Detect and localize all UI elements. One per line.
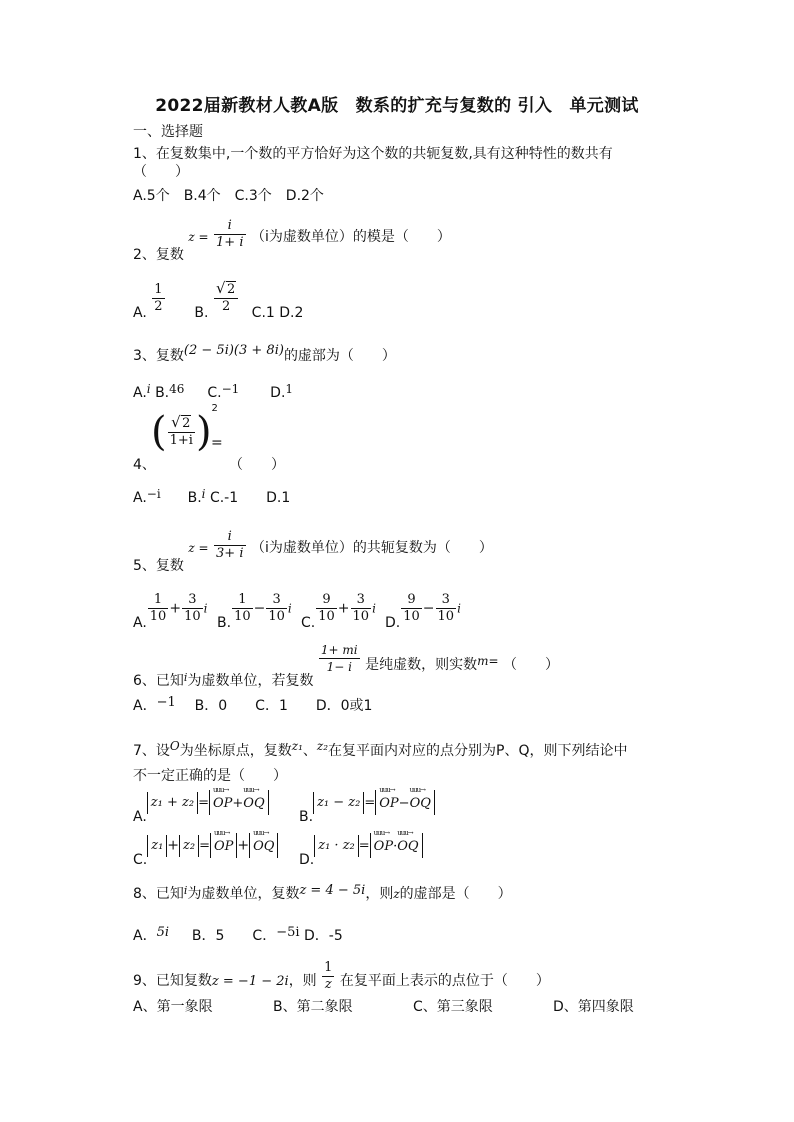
question-2: 2、复数 z = $\frac{i}{1+ i}$ （i为虚数单位）的模是（ ） [133,218,451,263]
option-a-fraction: $\frac{1}{2}$ [154,282,163,314]
question-8: 8、已知$^i$为虚数单位，复数z = 4 − 5i，则z的虚部是（ ） [133,883,512,902]
option-b-fraction: √ 2 2 [214,282,238,315]
fraction: $\frac{1+ mi}{1- i}$ [320,643,358,674]
option-c: C. $\frac{9}{10}$ + $\frac{3}{10}$ i [301,592,376,631]
question-7-line2: 不一定正确的是（ ） [133,768,287,784]
question-1: 1、在复数集中,一个数的平方恰好为这个数的共轭复数,具有这种特性的数共有 [133,146,613,162]
section-heading: 一、选择题 [133,124,203,140]
fraction: $\frac{i}{1+ i}$ [216,218,244,250]
question-3: 3、复数(2 − 5i)(3 + 8i)的虚部为（ ） [133,343,396,364]
question-7-option-a: A.z₁ + z₂ =uuu→ OP+uuu→ OQ [133,790,269,824]
question-1-paren: （ ） [133,164,189,180]
question-4-options: A.−i B.i C.-1 D.1 [133,487,291,506]
fraction: √ 2 1+i [169,412,193,448]
option-b: B、第二象限 [273,999,353,1015]
option-b: B. $\frac{1}{10}$ − $\frac{3}{10}$ i [217,592,292,631]
option-d: D、第四象限 [553,999,634,1015]
option-a: A. $\frac{1}{10}$ + $\frac{3}{10}$ i [133,592,208,631]
fraction: $\frac{1}{z}$ [324,960,333,992]
question-9: 9、已知复数z = −1 − 2i，则 $\frac{1}{z}$ 在复平面上表示的点位于（ ） [133,960,550,992]
question-1-options: A.5个 B.4个 C.3个 D.2个 [133,188,324,204]
fraction: $\frac{i}{3+ i}$ [216,529,244,561]
question-7-option-d: D.z₁ · z₂ =uuu→ OP·uuu→ OQ [299,833,423,867]
question-5-options [133,592,473,632]
option-d: D. $\frac{9}{10}$ − $\frac{3}{10}$ i [385,592,461,631]
question-6: 6、已知$_i$为虚数单位，若复数 $\frac{1+ mi}{1- i}$ 是纯虚数，则实数m= （ ） [133,643,559,689]
question-3-options: A.i B.46 C.−1 D.1 [133,382,294,401]
question-6-options: A．−1 B．0 C．1 D．0或1 [133,695,373,714]
formula-z: z = [188,229,209,244]
option-a: A、第一象限 [133,999,213,1015]
document-page: 2022届新教材人教A版 数系的扩充与复数的 引入 单元测试 一、选择题 1、在复数集中,一个数的平方恰好为这个数的共轭复数,具有这种特性的数共有 （ ） A.5个 B.4个 C.3个 D.2个 2、复数 z = $\frac{i}{1+ i}$ （i为虚数单位）的模是（ ） A. $\frac{1}{2}$ B. √ 2 2 C.1 D.2 3、复数(2 − 5i)(3 + 8i)的虚部为（ ） A.i B.46 C.−1 D.1 4、 ( √ 2 1+i )$^2$ = （ ） A.−i B.i C.-1 D.1 5、复数 z = $\frac{i}{3+ i}$ （i为虚数单位）的共轭复数为（ ） A. $\frac{1}{10}$ + $\frac{3}{10}$ i B. $\frac{1}{10}$ − $\frac{3}{10}$ i C. $\frac{9}{10}$ + $\frac{3}{10}$ i D. $\frac{9}{10}$ − $\frac{3}{10}$ i 6、已知$_i$为虚数单位，若复数 $\frac{1+ mi}{1- i}$ 是纯虚数，则实数m= （ ） A．−1 B．0 C．1 D．0或1 7、设O为坐标原点，复数z₁、z₂在复平面内对应的点分别为P、Q，则下列结论中 不一定正确的是（ ） A.z₁ + z₂ =uuu→ OP+uuu→ OQ B.z₁ − z₂ =uuu→ OP−uuu→ OQ C.z₁ + z₂ =uuu→ OP +uuu→ OQ D.z₁ · z₂ =uuu→ OP·uuu→ OQ 8、已知$^i$为虚数单位，复数z = 4 − 5i，则z的虚部是（ ） A．5i B．5 C．−5i D．-5 9、已知复数z = −1 − 2i，则 $\frac{1}{z}$ 在复平面上表示的点位于（ ） A、第一象限 B、第二象限 C、第三象限 D、第四象限 [0,0,794,1122]
formula-product: (2 − 5i)(3 + 8i) [183,343,284,358]
question-2-options: A. $\frac{1}{2}$ B. √ 2 2 C.1 D.2 [133,279,304,321]
question-8-options: A．5i B．5 C．−5i D．-5 [133,925,343,944]
question-9-options [133,998,653,1018]
page-title: 2022届新教材人教A版 数系的扩充与复数的 引入 单元测试 [155,96,639,116]
question-7-option-b: B.z₁ − z₂ =uuu→ OP−uuu→ OQ [299,790,435,824]
option-c: C、第三象限 [413,999,493,1015]
question-7-option-c: C.z₁ + z₂ =uuu→ OP +uuu→ OQ [133,833,278,867]
question-5: 5、复数 z = $\frac{i}{3+ i}$ （i为虚数单位）的共轭复数为（ ） [133,529,493,574]
question-7: 7、设O为坐标原点，复数z₁、z₂在复平面内对应的点分别为P、Q，则下列结论中 [133,739,628,759]
